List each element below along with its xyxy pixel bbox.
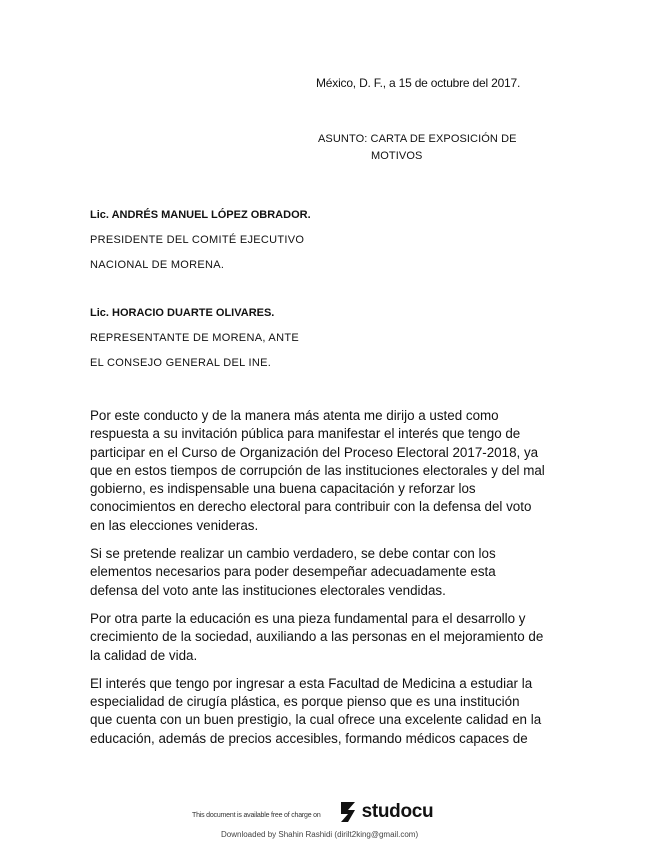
body-paragraph-1: Por este conducto y de la manera más atenta me dirijo a usted como respuesta a su invitación pública para manifestar el interés que tengo de participar en el Curso de Organización del Proceso Electoral 2017-2018, ya que en estos tiempos de corrupción de las instituciones electorales y del mal gobierno, es indispensable una buena capacitación y reforzar los conocimientos en derecho electoral para contribuir con la defensa del voto en las elecciones venideras.	[90, 408, 545, 533]
recipient-1-title-line-2: NACIONAL DE MORENA.	[90, 259, 225, 271]
recipient-block-2	[90, 306, 299, 381]
body-paragraph-2: Si se pretende realizar un cambio verdadero, se debe contar con los elementos necesarios para poder desempeñar adecuadamente esta defensa del voto ante las instituciones electorales vendidas.	[90, 546, 496, 598]
letter-date: México, D. F., a 15 de octubre del 2017.	[316, 76, 521, 90]
recipient-2-title-line-1: REPRESENTANTE DE MORENA, ANTE	[90, 332, 299, 344]
body-paragraph-3: Por otra parte la educación es una pieza fundamental para el desarrollo y crecimiento de la sociedad, auxiliando a las personas en el mejoramiento de la calidad de vida.	[90, 610, 544, 663]
recipient-1-name: Lic. ANDRÉS MANUEL LÓPEZ OBRADOR.	[90, 209, 311, 221]
availability-note: This document is available free of charge on	[192, 811, 321, 819]
recipient-block-1	[90, 208, 311, 283]
studocu-logo-link[interactable]	[337, 800, 434, 824]
studocu-logo-icon	[337, 800, 359, 824]
recipient-2-title-line-2: EL CONSEJO GENERAL DEL INE.	[90, 357, 272, 369]
subject-line-1: ASUNTO: CARTA DE EXPOSICIÓN DE	[318, 133, 517, 145]
recipient-1-title-line-1: PRESIDENTE DEL COMITÉ EJECUTIVO	[90, 234, 305, 246]
subject-line-2: MOTIVOS	[371, 150, 423, 162]
recipient-2-name: Lic. HORACIO DUARTE OLIVARES.	[90, 307, 275, 319]
download-note: Downloaded by Shahin Rashidi (dirilt2king@gmail.com)	[221, 830, 419, 839]
body-paragraph-4: El interés que tengo por ingresar a esta Facultad de Medicina a estudiar la especialidad de cirugía plástica, es porque pienso que es una institución que cuenta con un buen prestigio, la cual ofrece una excelente calidad en la educación, además de precios accesibles, formando médicos capaces de	[90, 675, 542, 746]
letter-body	[90, 407, 570, 758]
letter-subject	[318, 131, 517, 165]
studocu-brand-name: studocu	[361, 801, 434, 822]
footer-branding	[192, 800, 433, 824]
